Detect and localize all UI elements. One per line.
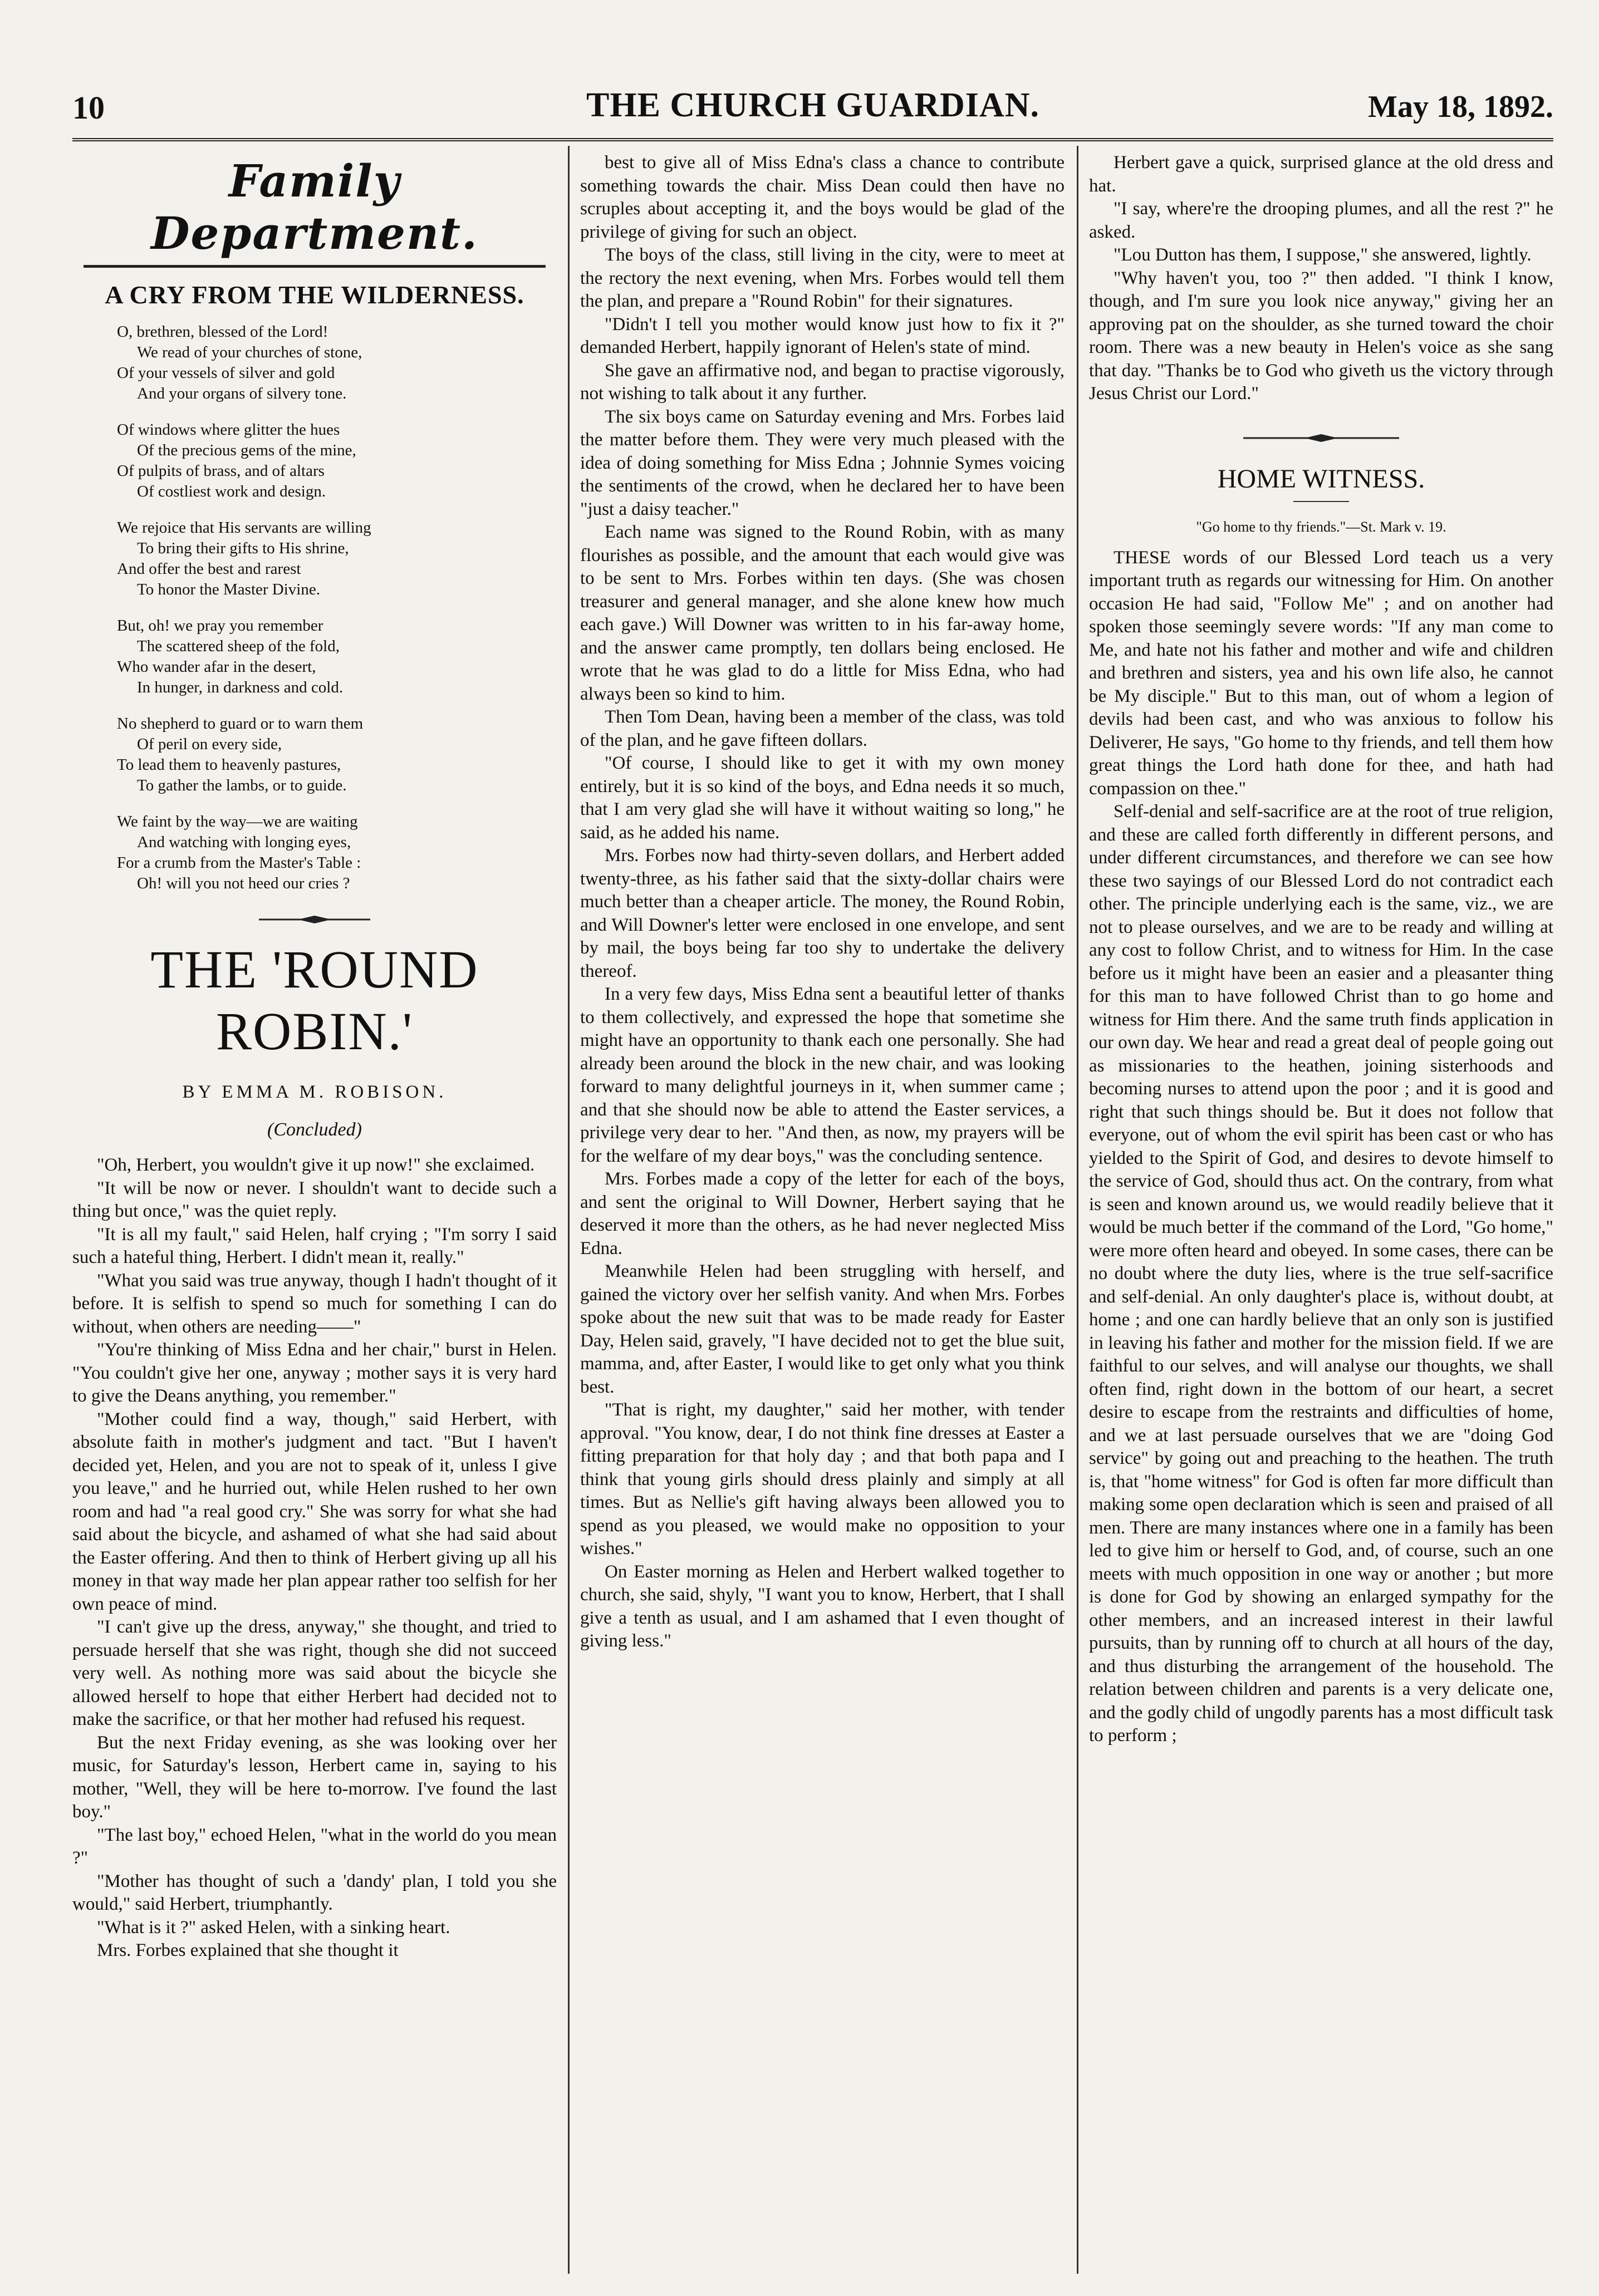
poem-line: Of windows where glitter the hues xyxy=(117,421,340,439)
poem-line: Of costliest work and design. xyxy=(137,483,326,500)
poem-stanza xyxy=(117,812,557,894)
paragraph: "It will be now or never. I shouldn't want to decide such a thing but once," was the quiet reply. xyxy=(72,1178,557,1221)
issue-date: May 18, 1892. xyxy=(1368,90,1553,124)
paragraph: "What you said was true anyway, though I hadn't thought of it before. It is selfish to spend so much for something I can do without, when others are needing——" xyxy=(72,1270,557,1337)
paragraph: "Lou Dutton has them, I suppose," she answered, lightly. xyxy=(1114,245,1532,265)
poem-line: And watching with longing eyes, xyxy=(137,833,351,851)
paragraph: Each name was signed to the Round Robin, with as many flourishes as possible, and the amount that each would give was to be sent to Mrs. Forbes within ten days. (She was chosen treasurer and general manager, and she alone knew how much each gave.) Will Downer was written to in his far-away home, and the answer came promptly, ten dollars being enclosed. He wrote that he was glad to do a little for Miss Edna, who had always been so kind to him. xyxy=(580,522,1065,704)
section-title: HOME WITNESS. xyxy=(1217,464,1425,494)
poem-line: Of pulpits of brass, and of altars xyxy=(117,462,325,480)
poem-line: To bring their gifts to His shrine, xyxy=(137,539,349,557)
paragraph: Meanwhile Helen had been struggling with herself, and gained the victory over her selfish vanity. And when Mrs. Forbes spoke about the new suit that was to be made ready for Easter Day, Helen said, gravely, "I have decided not to get the blue suit, mamma, and, after Easter, I would like to get only what you think best. xyxy=(580,1261,1065,1397)
paragraph: But the next Friday evening, as she was looking over her music, for Saturday's lesson, Herbert came in, saying to his mother, "Well, they will be here to-morrow. I've found the last boy." xyxy=(72,1732,557,1822)
paragraph: "Why haven't you, too ?" then added. "I think I know, though, and I'm sure you look nice anyway," giving her an approving pat on the shoulder, as she turned toward the choir room. There was a new beauty in Helen's voice as she sang that day. "Thanks be to God who giveth us the victory through Jesus Christ our Lord." xyxy=(1089,268,1553,404)
ornament-rule-icon xyxy=(253,915,376,924)
poem-line: The scattered sheep of the fold, xyxy=(137,637,340,655)
paragraph: Then Tom Dean, having been a member of the class, was told of the plan, and he gave fifteen dollars. xyxy=(580,707,1065,750)
paragraph: best to give all of Miss Edna's class a chance to contribute something towards the chair. Miss Dean could then have no scruples about accepting it, and the boys would be glad of the privilege of giving for such an object. xyxy=(580,153,1065,242)
page-header xyxy=(72,83,1553,139)
poem-line: For a crumb from the Master's Table : xyxy=(117,854,361,872)
paragraph: "Mother has thought of such a 'dandy' plan, I told you she would," said Herbert, triumphantly. xyxy=(72,1871,557,1914)
paragraph: "It is all my fault," said Helen, half crying ; "I'm sorry I said such a hateful thing, Herbert. I didn't mean it, really." xyxy=(72,1224,557,1267)
ornament-rule-icon xyxy=(1238,434,1405,443)
poem-stanza xyxy=(117,714,557,796)
paragraph: On Easter morning as Helen and Herbert walked together to church, she said, shyly, "I want you to know, Herbert, that I shall give a tenth as usual, and I am ashamed that I even thought of giving less." xyxy=(580,1561,1065,1651)
ornament-divider xyxy=(72,909,557,928)
column-divider xyxy=(568,146,570,2274)
poem-line: O, brethren, blessed of the Lord! xyxy=(117,323,328,341)
poem-stanza xyxy=(117,420,557,502)
paragraph: She gave an affirmative nod, and began to practise vigorously, not wishing to talk about it any further. xyxy=(580,360,1065,404)
page-number: 10 xyxy=(72,90,105,126)
epigraph: "Go home to thy friends."—St. Mark v. 19. xyxy=(1196,518,1446,535)
masthead: THE CHURCH GUARDIAN. xyxy=(586,86,1039,124)
paragraph: "Didn't I tell you mother would know just how to fix it ?" demanded Herbert, happily ignorant of Helen's state of mind. xyxy=(580,314,1065,357)
poem-line: In hunger, in darkness and cold. xyxy=(137,679,344,696)
paragraph: "I say, where're the drooping plumes, and all the rest ?" he asked. xyxy=(1089,199,1553,242)
poem-line: No shepherd to guard or to warn them xyxy=(117,715,364,732)
poem-line: And your organs of silvery tone. xyxy=(137,385,347,402)
ornament-divider xyxy=(1089,428,1553,447)
paragraph: Mrs. Forbes explained that she thought it xyxy=(97,1940,399,1960)
column-divider xyxy=(1077,146,1078,2274)
poem-stanza xyxy=(117,518,557,600)
paragraph: Herbert gave a quick, surprised glance at the old dress and hat. xyxy=(1089,153,1553,196)
story-text-col2 xyxy=(580,151,1065,1653)
department-title: Family Department. xyxy=(151,155,478,259)
paragraph: "You're thinking of Miss Edna and her chair," burst in Helen. "You couldn't give her one, anyway ; mother says it is very hard to give the Deans anything, you remember." xyxy=(72,1340,557,1406)
paragraph: "Oh, Herbert, you wouldn't give it up now!" she exclaimed. xyxy=(97,1155,535,1175)
poem-line: To honor the Master Divine. xyxy=(137,581,320,598)
story-byline: BY EMMA M. ROBISON. xyxy=(182,1082,447,1102)
poem-line: Of the precious gems of the mine, xyxy=(137,441,356,459)
column-2 xyxy=(580,151,1065,2274)
paragraph: "Of course, I should like to get it with my own money entirely, but it is so kind of the boys, and Edna needs it so much, that I am very glad she will have it without waiting so long," he said, as he added his name. xyxy=(580,753,1065,843)
poem-line: We faint by the way—we are waiting xyxy=(117,813,358,830)
story-text-col3 xyxy=(1089,151,1553,406)
paragraph: Self-denial and self-sacrifice are at the root of true religion, and these are called forth differently in different persons, and under different circumstances, and therefore we can see how these two sayings of our Blessed Lord do not contradict each other. The principle underlying each is the same, viz., we are not to please ourselves, and we are to be ready and willing at any cost to follow Christ, and to witness for Him. In the case before us it might have been an easier and a pleasanter thing for this man to have followed Christ than to go home and witness for Him there. And the same truth finds application in our own day. We hear and read a great deal of people going out as missionaries to the heathen, joining sisterhoods and becoming nurses to attend upon the poor ; and it is good and right that such things should be. But it does not follow that everyone, out of whom the evil spirit has been cast or who has yielded to the Spirit of God, and desires to devote himself to the service of God, should thus act. On the contrary, from what is seen and known around us, we would readily believe that it would be much better if the command of the Lord, "Go home," were more often heard and obeyed. In some cases, there can be no doubt where the duty lies, where is the true self-sacrifice and self-denial. An only daughter's place is, without doubt, at home ; and one can hardly believe that an only son is justified in leaving his father and mother for the mission field. If we are faithful to our selves, and will analyse our thoughts, we shall often find, right down in the bottom of our heart, a secret desire to escape from the restraints and difficulties of home, and we at last persuade ourselves that we are "doing God service" by going out and preaching to the heathen. The truth is, that "home witness" for God is often far more difficult than making some open declaration which is seen and praised of all men. There are many instances where one in a family has been led to give him or herself to God, and, of course, such an one meets with much opposition in one way or another ; but more is done for God by showing an enlarged sympathy for the other members, and an increased interest in their lawful pursuits, than by running off to church at all hours of the day, and thus disturbing the arrangement of the household. The relation between children and parents is a very delicate one, and the godly child of ungodly parents has a most difficult task to perform ; xyxy=(1089,802,1553,1746)
poem-line: Of peril on every side, xyxy=(137,735,282,753)
poem-line: And offer the best and rarest xyxy=(117,560,301,578)
story-title: THE 'ROUND ROBIN.' xyxy=(150,940,479,1061)
poem-stanza xyxy=(117,616,557,698)
poem-line: To lead them to heavenly pastures, xyxy=(117,756,341,774)
paragraph: "The last boy," echoed Helen, "what in the world do you mean ?" xyxy=(72,1825,557,1868)
paragraph: THESE words of our Blessed Lord teach us a very important truth as regards our witnessing for Him. On another occasion He had said, "Follow Me" ; and on another had spoken those seemingly severe words: "If any man come to Me, and hate not his father and mother and wife and children and brethren and sisters, yea and his own life also, he cannot be My disciple." But to this man, out of whom a legion of devils had been cast, and who was anxious to follow his Deliverer, He says, "Go home to thy friends, and tell them how great things the Lord hath done for thee, and hath had compassion on thee." xyxy=(1089,547,1553,799)
paragraph: The boys of the class, still living in the city, were to meet at the rectory the next evening, when Mrs. Forbes would tell them the plan, and prepare a "Round Robin" for their signatures. xyxy=(580,245,1065,311)
poem-body xyxy=(72,322,557,894)
paragraph: "What is it ?" asked Helen, with a sinking heart. xyxy=(97,1917,450,1938)
short-rule xyxy=(1293,501,1349,502)
paragraph: "Mother could find a way, though," said Herbert, with absolute faith in mother's judgment and tact. "But I haven't decided yet, Helen, and you are not to speak of it, unless I give you leave," and he hurried out, while Helen rushed to her own room and had "a real good cry." She was sorry for what she had said about the bicycle, and ashamed of what she had said about the Easter offering. And then to think of Herbert giving up all his money in that way made her plan appear rather too selfish for her own peace of mind. xyxy=(72,1409,557,1614)
poem-title: A CRY FROM THE WILDERNESS. xyxy=(105,281,524,309)
story-concluded-note: (Concluded) xyxy=(267,1119,362,1140)
paragraph: The six boys came on Saturday evening and Mrs. Forbes laid the matter before them. They were very much pleased with the idea of doing something for Miss Edna ; Johnnie Symes voicing the sentiments of the crowd, when he declared her to have been "just a daisy teacher." xyxy=(580,406,1065,519)
paragraph: "That is right, my daughter," said her mother, with tender approval. "You know, dear, I do not think fine dresses at Easter a fitting preparation for that holy day ; and that both papa and I think that young girls should dress plainly and simply at all times. But as Nellie's gift having always been allowed you to spend as you pleased, we would make no opposition to your wishes." xyxy=(580,1400,1065,1558)
poem-line: To gather the lambs, or to guide. xyxy=(137,776,347,794)
paragraph: "I can't give up the dress, anyway," she thought, and tried to persuade herself that she was right, though she did not succeed very well. As nothing more was said about the bicycle she allowed herself to hope that either Herbert had decided not to make the sacrifice, or that her mother had refused his request. xyxy=(72,1617,557,1729)
header-rule xyxy=(72,138,1553,141)
paragraph: Mrs. Forbes now had thirty-seven dollars, and Herbert added twenty-three, as his father said that the sixty-dollar chairs were much better than a cheaper article. The money, the Round Robin, and Will Downer's letter were enclosed in one envelope, and sent by mail, the boys being far too shy to undertake the delivery thereof. xyxy=(580,845,1065,981)
paragraph: In a very few days, Miss Edna sent a beautiful letter of thanks to them collectively, and expressed the hope that sometime she might have an opportunity to thank each one personally. She had already been around the block in the new chair, and was looking forward to many delightful journeys in it, when summer came ; and that she should now be able to attend the Easter services, a privilege very dear to her. "And then, as now, my prayers will be for the welfare of my dear boys," was the concluding sentence. xyxy=(580,984,1065,1166)
poem-line: But, oh! we pray you remember xyxy=(117,617,323,635)
poem-line: We read of your churches of stone, xyxy=(137,343,362,361)
poem-stanza xyxy=(117,322,557,404)
poem-line: Oh! will you not heed our cries ? xyxy=(137,874,350,892)
poem-line: We rejoice that His servants are willing xyxy=(117,519,371,537)
column-3 xyxy=(1089,151,1553,2274)
home-witness-text xyxy=(1089,547,1553,1748)
paragraph: Mrs. Forbes made a copy of the letter for each of the boys, and sent the original to Will Downer, Herbert saying that he deserved it more than the others, as he had never neglected Miss Edna. xyxy=(580,1169,1065,1258)
poem-line: Of your vessels of silver and gold xyxy=(117,364,335,382)
section-rule xyxy=(84,265,546,268)
poem-line: Who wander afar in the desert, xyxy=(117,658,316,676)
story-text-col1 xyxy=(72,1154,557,1963)
column-1 xyxy=(72,151,557,2274)
